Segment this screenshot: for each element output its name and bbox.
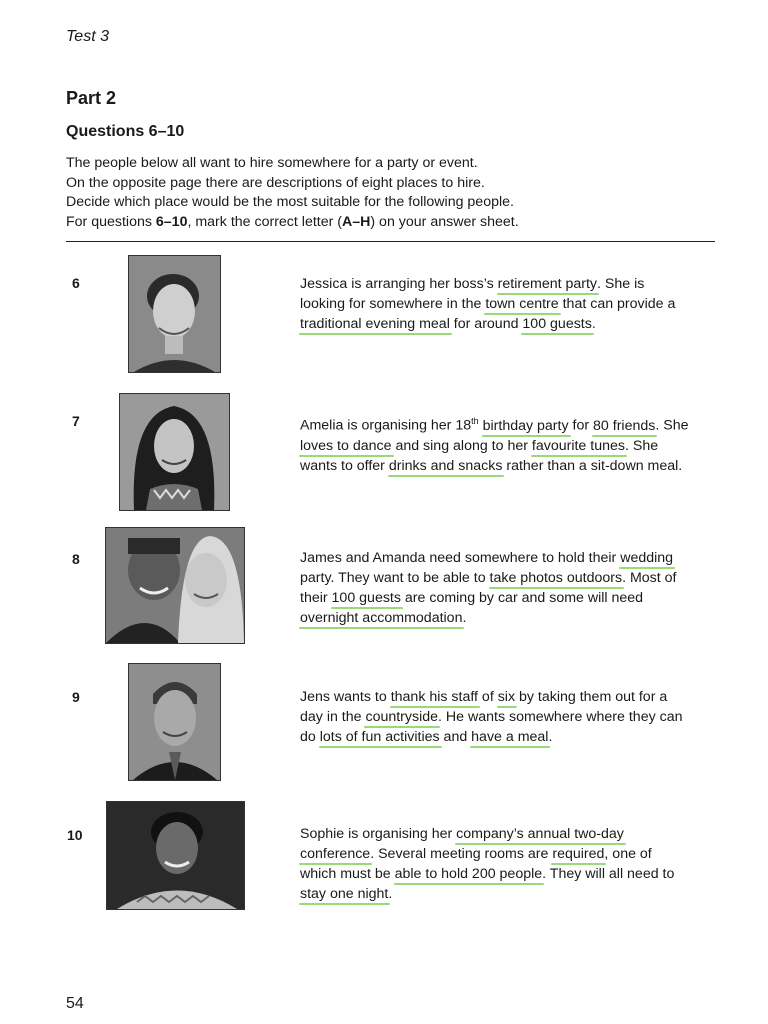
desc-text: by taking them out for a [515,689,668,705]
instructions [66,154,726,232]
desc-text: . She [655,417,689,434]
desc-text: and sing along to her [391,437,532,454]
desc-text: rather than a sit-down meal. [502,457,683,474]
question-description [300,687,720,747]
desc-highlight: town centre [485,296,559,312]
desc-line [300,456,720,476]
desc-highlight: favourite tunes [531,437,625,454]
desc-text: Sophie is organising her [300,826,457,842]
desc-text: for [568,417,594,434]
divider-rule [66,241,715,242]
desc-text: do [300,729,320,745]
desc-text: James and Amanda need somewhere to hold their [300,550,621,566]
desc-text: . He wants somewhere where they can [438,709,683,725]
instruction-text: ) on your answer sheet. [370,213,519,230]
desc-text: . She is [597,276,645,292]
instruction-text: For questions [66,213,156,230]
desc-highlight: conference [300,846,371,862]
desc-line [300,608,720,628]
desc-line [300,844,720,864]
desc-highlight: overnight accommodation [300,610,463,626]
desc-highlight: company’s annual two-day [456,826,624,842]
desc-line [300,436,720,456]
desc-text: . [548,729,553,745]
question-description [300,548,720,628]
desc-text: , one of [604,846,652,862]
desc-highlight: lots of fun activities [319,729,440,745]
desc-highlight: traditional evening meal [300,316,450,332]
desc-line [300,884,720,904]
desc-highlight: required [552,846,605,862]
desc-text: Jessica is arranging her boss’s [300,276,498,292]
question-description [300,411,720,476]
desc-text: day in the [300,709,366,725]
desc-text: Amelia is organising her 18 [300,417,472,434]
man-suit-portrait-icon [128,663,221,781]
desc-highlight: able to hold 200 people [394,866,543,882]
desc-highlight: drinks and snacks [388,457,503,474]
running-head: Test 3 [66,28,109,45]
part-title: Part 2 [66,88,117,108]
desc-text: for around [449,316,523,332]
desc-line [300,588,720,608]
desc-text: . [591,316,596,332]
question-number: 10 [67,827,83,843]
desc-superscript: th [471,416,479,426]
desc-text: . Most of [622,570,677,586]
desc-highlight: birthday party [482,417,569,434]
desc-highlight: countryside [365,709,439,725]
question-number: 9 [72,689,80,705]
young-woman-scarf-portrait-icon [119,393,230,511]
desc-highlight: loves to dance [300,437,392,454]
instruction-line-4 [66,213,726,233]
desc-line [300,824,720,844]
desc-line [300,727,720,747]
question-number: 7 [72,413,80,429]
question-number: 8 [72,551,80,567]
desc-text: are coming by car and some will need [400,590,644,606]
desc-line [300,864,720,884]
desc-text: wants to offer [300,457,389,474]
desc-text: party. They want to be able to [300,570,490,586]
desc-text: . They will all need to [542,866,675,882]
desc-highlight: 100 guests [522,316,592,332]
desc-highlight: 80 friends [593,417,656,434]
questions-title: Questions 6–10 [66,123,185,140]
desc-line [300,707,720,727]
instruction-letter-range: A–H [342,213,371,230]
desc-highlight: wedding [620,550,674,566]
desc-line [300,314,720,334]
desc-text: and [439,729,472,745]
question-number: 6 [72,275,80,291]
page-number: 54 [66,995,84,1012]
instruction-line-3: Decide which place would be the most suitable for the following people. [66,194,514,210]
desc-highlight: 100 guests [331,590,401,606]
desc-text: . [462,610,467,626]
desc-line [300,294,720,314]
desc-text: which must be [300,866,395,882]
desc-highlight: thank his staff [390,689,478,705]
desc-line [300,687,720,707]
desc-text: of [477,689,498,705]
instruction-question-range: 6–10 [155,213,188,230]
instruction-text: , mark the correct letter ( [187,213,342,230]
couple-portrait-icon [105,527,245,644]
desc-line [300,568,720,588]
desc-highlight: take photos outdoors [489,570,623,586]
desc-highlight: have a meal [471,729,549,745]
desc-line [300,274,720,294]
desc-text: . [388,886,393,902]
desc-text: looking for somewhere in the [300,296,486,312]
instruction-line-1: The people below all want to hire somewhere for a party or event. [66,155,478,171]
desc-text: their [300,590,332,606]
instruction-line-2: On the opposite page there are descriptions of eight places to hire. [66,174,485,191]
desc-highlight: six [497,689,516,705]
desc-highlight: stay one night [300,886,389,902]
desc-line [300,548,720,568]
woman-short-hair-portrait-icon [128,255,221,373]
desc-text: that can provide a [558,296,676,312]
desc-text: . She [624,437,659,454]
desc-text: . Several meeting rooms are [370,846,553,862]
desc-text: Jens wants to [300,689,391,705]
woman-smiling-portrait-icon [106,801,245,910]
desc-line [300,411,720,436]
question-description [300,824,720,904]
desc-highlight: retirement party [497,276,598,292]
question-description [300,274,720,334]
